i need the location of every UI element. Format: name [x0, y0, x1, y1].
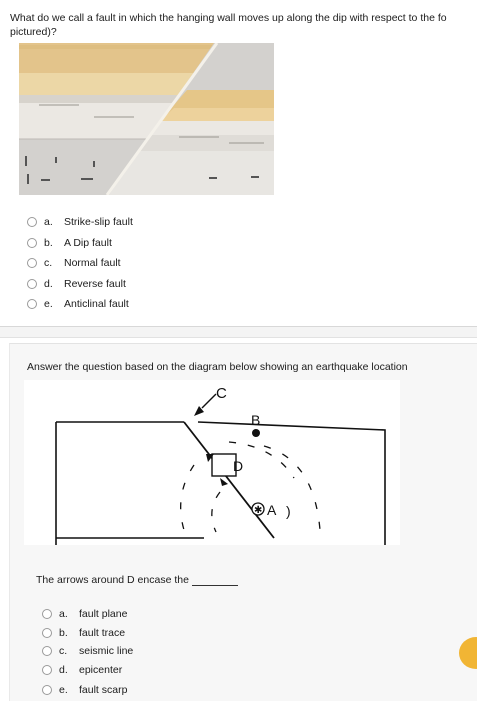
question-1-line-2: pictured)?	[10, 26, 57, 38]
q1-option-e[interactable]: e. Anticlinal fault	[27, 296, 129, 312]
q2-option-b[interactable]: b. fault trace	[42, 625, 125, 641]
section-divider	[0, 326, 477, 338]
svg-text:✱: ✱	[254, 505, 263, 516]
q2-option-d[interactable]: d. epicenter	[42, 662, 122, 678]
q1-option-b[interactable]: b. A Dip fault	[27, 235, 112, 251]
label-d: D	[233, 458, 244, 474]
q2-option-a[interactable]: a. fault plane	[42, 606, 127, 622]
q1-option-a[interactable]: a. Strike-slip fault	[27, 214, 133, 230]
radio-button[interactable]	[42, 646, 52, 656]
radio-button[interactable]	[27, 217, 37, 227]
q2-option-e[interactable]: e. fault scarp	[42, 682, 127, 698]
question-1-line-1: What do we call a fault in which the hanging wall moves up along the dip with respect to the fo	[10, 12, 447, 24]
radio-button[interactable]	[27, 279, 37, 289]
radio-button[interactable]	[27, 238, 37, 248]
radio-button[interactable]	[27, 258, 37, 268]
radio-button[interactable]	[42, 685, 52, 695]
svg-text:): )	[286, 503, 291, 519]
radio-button[interactable]	[42, 609, 52, 619]
radio-button[interactable]	[42, 665, 52, 675]
label-b: B	[251, 412, 261, 428]
reverse-fault-illustration	[19, 43, 274, 195]
radio-button[interactable]	[27, 299, 37, 309]
question-2-instruction: Answer the question based on the diagram below showing an earthquake location	[27, 361, 408, 373]
q2-option-c[interactable]: c. seismic line	[42, 643, 133, 659]
q1-option-c[interactable]: c. Normal fault	[27, 255, 121, 271]
question-1-text	[10, 11, 477, 39]
question-2-prompt-text: The arrows around D encase the	[36, 574, 189, 586]
label-a: A	[267, 502, 277, 518]
q1-option-d[interactable]: d. Reverse fault	[27, 276, 126, 292]
answer-blank	[192, 575, 238, 586]
earthquake-location-diagram	[24, 380, 400, 545]
label-c: C	[216, 385, 227, 402]
question-2-prompt	[36, 574, 238, 586]
radio-button[interactable]	[42, 628, 52, 638]
